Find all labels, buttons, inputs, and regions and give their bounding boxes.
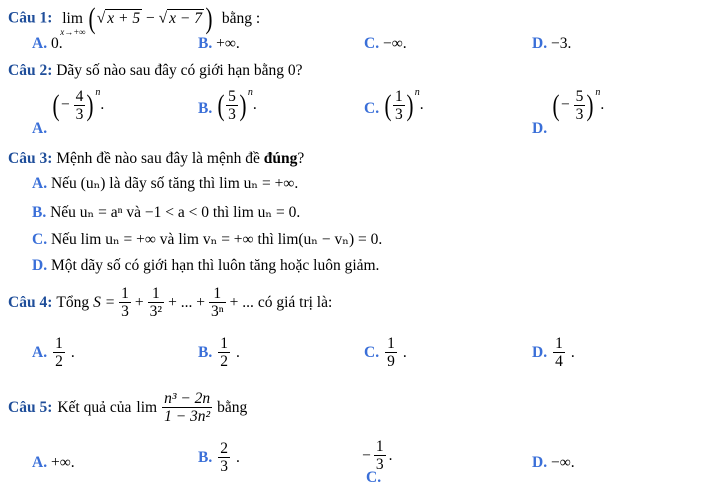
q1-lim-sub: x→+∞ [60, 26, 86, 37]
q1-suffix: bằng : [221, 9, 261, 27]
q2-option-a[interactable]: A. (− $\frac{4}{3}$ ) $^n$. [32, 86, 105, 138]
question-3-label: Câu 3: [8, 150, 53, 167]
q1-minus: − [146, 9, 155, 27]
q4-option-b[interactable]: B. $\frac{1}{2}$ . [198, 335, 240, 371]
q2-option-d[interactable]: D. (− $\frac{5}{3}$ ) $^n$. [532, 86, 605, 138]
q1-expr-a: x + 5 [107, 9, 141, 27]
q1-expr-b: x − 7 [169, 9, 202, 27]
question-5: Câu 5: Kết quả của lim $\frac{\text{n³ − 2n}}{\text{1 − 3n²}}$ bằng [8, 390, 248, 426]
q5-option-b[interactable]: B. $\frac{2}{3}$ . [198, 440, 240, 476]
q2-text: Dãy số nào sau đây có giới hạn bằng 0? [56, 62, 303, 79]
question-1: Câu 1: lim x→+∞ (√ x + 5 − √ x − 7 ) bằng : [8, 2, 261, 37]
q4-option-d[interactable]: D. $\frac{1}{4}$ . [532, 335, 575, 371]
q5-option-d[interactable]: D. −∞. [532, 454, 575, 471]
q1-option-a[interactable]: A. 0. [32, 35, 63, 52]
q3-option-c[interactable]: C. Nếu lim uₙ = +∞ và lim vₙ = +∞ thì lim(uₙ − vₙ) = 0. [32, 231, 383, 248]
q4-option-c[interactable]: C. $\frac{1}{9}$ . [364, 335, 407, 371]
q5-option-a[interactable]: A. +∞. [32, 454, 75, 471]
q5-option-c[interactable]: C. − $\frac{1}{3}$ . [362, 438, 393, 486]
q2-option-b[interactable]: B. ( $\frac{5}{3}$ ) $^n$. [198, 86, 257, 124]
question-2 [8, 62, 302, 80]
q1-lim: lim x→+∞ [60, 9, 86, 37]
q3-option-a[interactable]: A. Nếu (uₙ) là dãy số tăng thì lim uₙ = +∞. [32, 175, 299, 192]
q1-option-d[interactable]: D. −3. [532, 35, 572, 52]
q3-option-d[interactable]: D. Một dãy số có giới hạn thì luôn tăng hoặc luôn giảm. [32, 257, 380, 274]
question-2-label: Câu 2: [8, 62, 53, 79]
q1-option-b[interactable]: B. +∞. [198, 35, 240, 52]
q2-option-c[interactable]: C. ( $\frac{1}{3}$ ) $^n$. [364, 86, 424, 124]
q1-option-c[interactable]: C. −∞. [364, 35, 407, 52]
q3-option-b[interactable]: B. Nếu uₙ = aⁿ và −1 < a < 0 thì lim uₙ = 0. [32, 204, 301, 221]
question-4-label: Câu 4: [8, 293, 53, 311]
question-3: Câu 3: Mệnh đề nào sau đây là mệnh đề đúng? [8, 150, 305, 167]
q4-option-a[interactable]: A. $\frac{1}{2}$ . [32, 335, 75, 371]
question-4: Câu 4: Tổng S = $\frac{1}{3}$ + $\frac{1}{\text{3²}}$ + ... + $\frac{1}{\text{3ⁿ}}$ + ... có giá trị là: [8, 285, 333, 321]
question-5-label: Câu 5: [8, 398, 53, 416]
question-1-label: Câu 1: [8, 9, 53, 27]
